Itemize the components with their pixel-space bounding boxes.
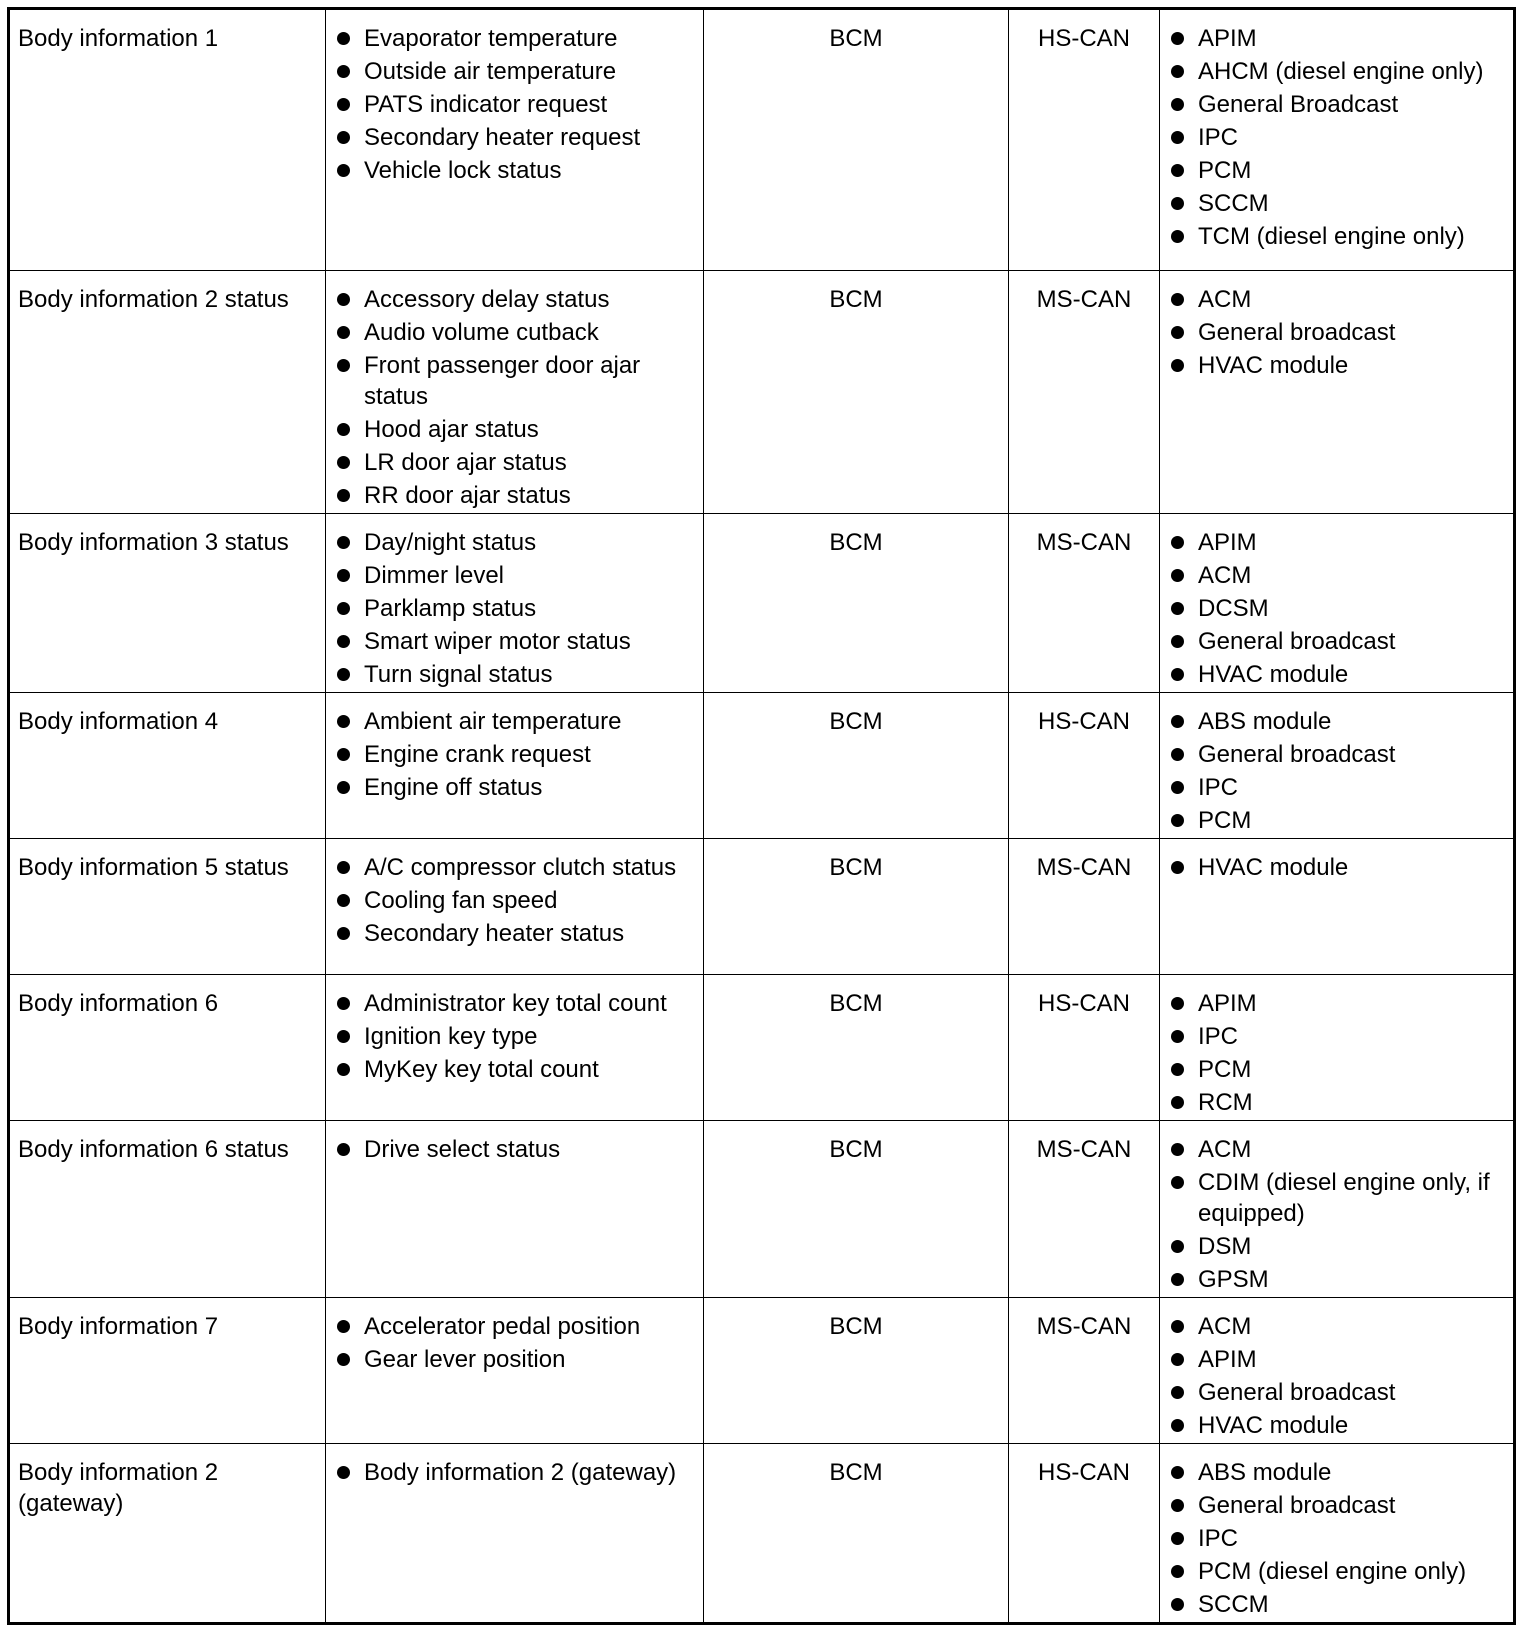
list-item: APIM bbox=[1198, 23, 1505, 56]
table-body bbox=[9, 9, 1515, 1624]
signals-cell bbox=[326, 9, 704, 271]
list-item: General broadcast bbox=[1198, 626, 1505, 659]
list-item: MyKey key total count bbox=[364, 1054, 695, 1087]
list-item: PCM bbox=[1198, 805, 1505, 838]
signals-cell bbox=[326, 1298, 704, 1444]
signal-list bbox=[334, 852, 695, 951]
list-item: APIM bbox=[1198, 527, 1505, 560]
receivers-cell bbox=[1160, 975, 1515, 1121]
signal-list bbox=[334, 527, 695, 692]
message-name-cell bbox=[9, 271, 326, 514]
list-item: A/C compressor clutch status bbox=[364, 852, 695, 885]
signal-list bbox=[334, 988, 695, 1087]
table-row bbox=[9, 975, 1515, 1121]
list-item: Accessory delay status bbox=[364, 284, 695, 317]
list-item: Smart wiper motor status bbox=[364, 626, 695, 659]
message-name-cell bbox=[9, 1121, 326, 1298]
message-name: Body information 3 status bbox=[18, 529, 289, 556]
signals-cell bbox=[326, 1121, 704, 1298]
message-name: Body information 2 (gateway) bbox=[18, 1459, 219, 1517]
signals-cell bbox=[326, 271, 704, 514]
signals-cell bbox=[326, 975, 704, 1121]
network-cell bbox=[1009, 271, 1160, 514]
table-row bbox=[9, 9, 1515, 271]
network: MS-CAN bbox=[1036, 286, 1132, 313]
table-row bbox=[9, 271, 1515, 514]
list-item: DSM bbox=[1198, 1231, 1505, 1264]
list-item: RCM bbox=[1198, 1087, 1505, 1120]
network-cell bbox=[1009, 514, 1160, 693]
signal-list bbox=[334, 23, 695, 188]
receiver-list bbox=[1168, 1311, 1505, 1443]
list-item: Engine off status bbox=[364, 772, 695, 805]
list-item: ACM bbox=[1198, 1311, 1505, 1344]
receivers-cell bbox=[1160, 9, 1515, 271]
receivers-cell bbox=[1160, 514, 1515, 693]
list-item: SCCM bbox=[1198, 1589, 1505, 1622]
message-name-cell bbox=[9, 514, 326, 693]
table-row bbox=[9, 1121, 1515, 1298]
list-item: Turn signal status bbox=[364, 659, 695, 692]
list-item: Ambient air temperature bbox=[364, 706, 695, 739]
message-name: Body information 1 bbox=[18, 25, 219, 52]
list-item: APIM bbox=[1198, 988, 1505, 1021]
originator-cell bbox=[704, 514, 1009, 693]
list-item: General broadcast bbox=[1198, 739, 1505, 772]
list-item: IPC bbox=[1198, 772, 1505, 805]
list-item: PCM (diesel engine only) bbox=[1198, 1556, 1505, 1589]
message-name-cell bbox=[9, 1298, 326, 1444]
list-item: DCSM bbox=[1198, 593, 1505, 626]
network-cell bbox=[1009, 693, 1160, 839]
list-item: HVAC module bbox=[1198, 1410, 1505, 1443]
table-row bbox=[9, 693, 1515, 839]
originator: BCM bbox=[829, 990, 883, 1017]
network-cell bbox=[1009, 9, 1160, 271]
signal-list bbox=[334, 1311, 695, 1377]
receivers-cell bbox=[1160, 1444, 1515, 1624]
message-name-cell bbox=[9, 9, 326, 271]
network-cell bbox=[1009, 1298, 1160, 1444]
list-item: Outside air temperature bbox=[364, 56, 695, 89]
message-name: Body information 6 status bbox=[18, 1136, 289, 1163]
list-item: Evaporator temperature bbox=[364, 23, 695, 56]
list-item: Body information 2 (gateway) bbox=[364, 1457, 695, 1490]
message-name-cell bbox=[9, 693, 326, 839]
list-item: ACM bbox=[1198, 560, 1505, 593]
network-cell bbox=[1009, 1444, 1160, 1624]
receiver-list bbox=[1168, 527, 1505, 692]
list-item: Hood ajar status bbox=[364, 414, 695, 447]
list-item: Vehicle lock status bbox=[364, 155, 695, 188]
originator: BCM bbox=[829, 25, 883, 52]
originator: BCM bbox=[829, 1459, 883, 1486]
list-item: IPC bbox=[1198, 122, 1505, 155]
signals-cell bbox=[326, 693, 704, 839]
receiver-list bbox=[1168, 23, 1505, 254]
originator-cell bbox=[704, 693, 1009, 839]
network: MS-CAN bbox=[1036, 529, 1132, 556]
originator-cell bbox=[704, 1444, 1009, 1624]
network: HS-CAN bbox=[1037, 1459, 1130, 1486]
signals-cell bbox=[326, 514, 704, 693]
message-name-cell bbox=[9, 839, 326, 975]
receiver-list bbox=[1168, 852, 1505, 885]
list-item: ACM bbox=[1198, 284, 1505, 317]
originator-cell bbox=[704, 975, 1009, 1121]
network: MS-CAN bbox=[1036, 854, 1132, 881]
list-item: HVAC module bbox=[1198, 350, 1505, 383]
signal-list bbox=[334, 284, 695, 513]
network: HS-CAN bbox=[1037, 25, 1130, 52]
list-item: Accelerator pedal position bbox=[364, 1311, 695, 1344]
list-item: General Broadcast bbox=[1198, 89, 1505, 122]
list-item: Secondary heater request bbox=[364, 122, 695, 155]
receivers-cell bbox=[1160, 1298, 1515, 1444]
list-item: CDIM (diesel engine only, if equipped) bbox=[1198, 1167, 1505, 1231]
message-name: Body information 5 status bbox=[18, 854, 289, 881]
network-cell bbox=[1009, 975, 1160, 1121]
network: HS-CAN bbox=[1037, 708, 1130, 735]
originator: BCM bbox=[829, 1136, 883, 1163]
list-item: IPC bbox=[1198, 1021, 1505, 1054]
list-item: PATS indicator request bbox=[364, 89, 695, 122]
message-name: Body information 6 bbox=[18, 990, 219, 1017]
list-item: RR door ajar status bbox=[364, 480, 695, 513]
originator: BCM bbox=[829, 854, 883, 881]
message-name-cell bbox=[9, 975, 326, 1121]
table-row bbox=[9, 1444, 1515, 1624]
receiver-list bbox=[1168, 988, 1505, 1120]
list-item: GPSM bbox=[1198, 1264, 1505, 1297]
table-row bbox=[9, 514, 1515, 693]
network: MS-CAN bbox=[1036, 1136, 1132, 1163]
receivers-cell bbox=[1160, 271, 1515, 514]
signal-list bbox=[334, 706, 695, 805]
originator: BCM bbox=[829, 529, 883, 556]
list-item: Dimmer level bbox=[364, 560, 695, 593]
network: HS-CAN bbox=[1037, 990, 1130, 1017]
list-item: AHCM (diesel engine only) bbox=[1198, 56, 1505, 89]
list-item: Parklamp status bbox=[364, 593, 695, 626]
list-item: General broadcast bbox=[1198, 317, 1505, 350]
originator-cell bbox=[704, 9, 1009, 271]
signal-list bbox=[334, 1457, 695, 1490]
receivers-cell bbox=[1160, 1121, 1515, 1298]
list-item: General broadcast bbox=[1198, 1377, 1505, 1410]
list-item: Administrator key total count bbox=[364, 988, 695, 1021]
originator: BCM bbox=[829, 1313, 883, 1340]
table-row bbox=[9, 839, 1515, 975]
signals-cell bbox=[326, 839, 704, 975]
list-item: PCM bbox=[1198, 155, 1505, 188]
list-item: HVAC module bbox=[1198, 659, 1505, 692]
receivers-cell bbox=[1160, 839, 1515, 975]
receiver-list bbox=[1168, 1134, 1505, 1297]
list-item: Cooling fan speed bbox=[364, 885, 695, 918]
message-table bbox=[7, 7, 1516, 1625]
signals-cell bbox=[326, 1444, 704, 1624]
list-item: Audio volume cutback bbox=[364, 317, 695, 350]
list-item: Drive select status bbox=[364, 1134, 695, 1167]
message-name: Body information 2 status bbox=[18, 286, 289, 313]
network: MS-CAN bbox=[1036, 1313, 1132, 1340]
list-item: TCM (diesel engine only) bbox=[1198, 221, 1505, 254]
list-item: HVAC module bbox=[1198, 852, 1505, 885]
list-item: PCM bbox=[1198, 1054, 1505, 1087]
originator-cell bbox=[704, 271, 1009, 514]
message-name: Body information 7 bbox=[18, 1313, 219, 1340]
originator: BCM bbox=[829, 286, 883, 313]
list-item: APIM bbox=[1198, 1344, 1505, 1377]
list-item: IPC bbox=[1198, 1523, 1505, 1556]
receiver-list bbox=[1168, 284, 1505, 383]
list-item: Engine crank request bbox=[364, 739, 695, 772]
list-item: Secondary heater status bbox=[364, 918, 695, 951]
list-item: LR door ajar status bbox=[364, 447, 695, 480]
list-item: ABS module bbox=[1198, 706, 1505, 739]
receivers-cell bbox=[1160, 693, 1515, 839]
originator-cell bbox=[704, 1298, 1009, 1444]
list-item: ABS module bbox=[1198, 1457, 1505, 1490]
network-cell bbox=[1009, 839, 1160, 975]
table-row bbox=[9, 1298, 1515, 1444]
list-item: ACM bbox=[1198, 1134, 1505, 1167]
message-name: Body information 4 bbox=[18, 708, 219, 735]
originator: BCM bbox=[829, 708, 883, 735]
receiver-list bbox=[1168, 706, 1505, 838]
list-item: Front passenger door ajar status bbox=[364, 350, 695, 414]
originator-cell bbox=[704, 839, 1009, 975]
list-item: Gear lever position bbox=[364, 1344, 695, 1377]
network-cell bbox=[1009, 1121, 1160, 1298]
list-item: General broadcast bbox=[1198, 1490, 1505, 1523]
originator-cell bbox=[704, 1121, 1009, 1298]
list-item: SCCM bbox=[1198, 188, 1505, 221]
receiver-list bbox=[1168, 1457, 1505, 1622]
signal-list bbox=[334, 1134, 695, 1167]
list-item: Ignition key type bbox=[364, 1021, 695, 1054]
message-name-cell bbox=[9, 1444, 326, 1624]
list-item: Day/night status bbox=[364, 527, 695, 560]
